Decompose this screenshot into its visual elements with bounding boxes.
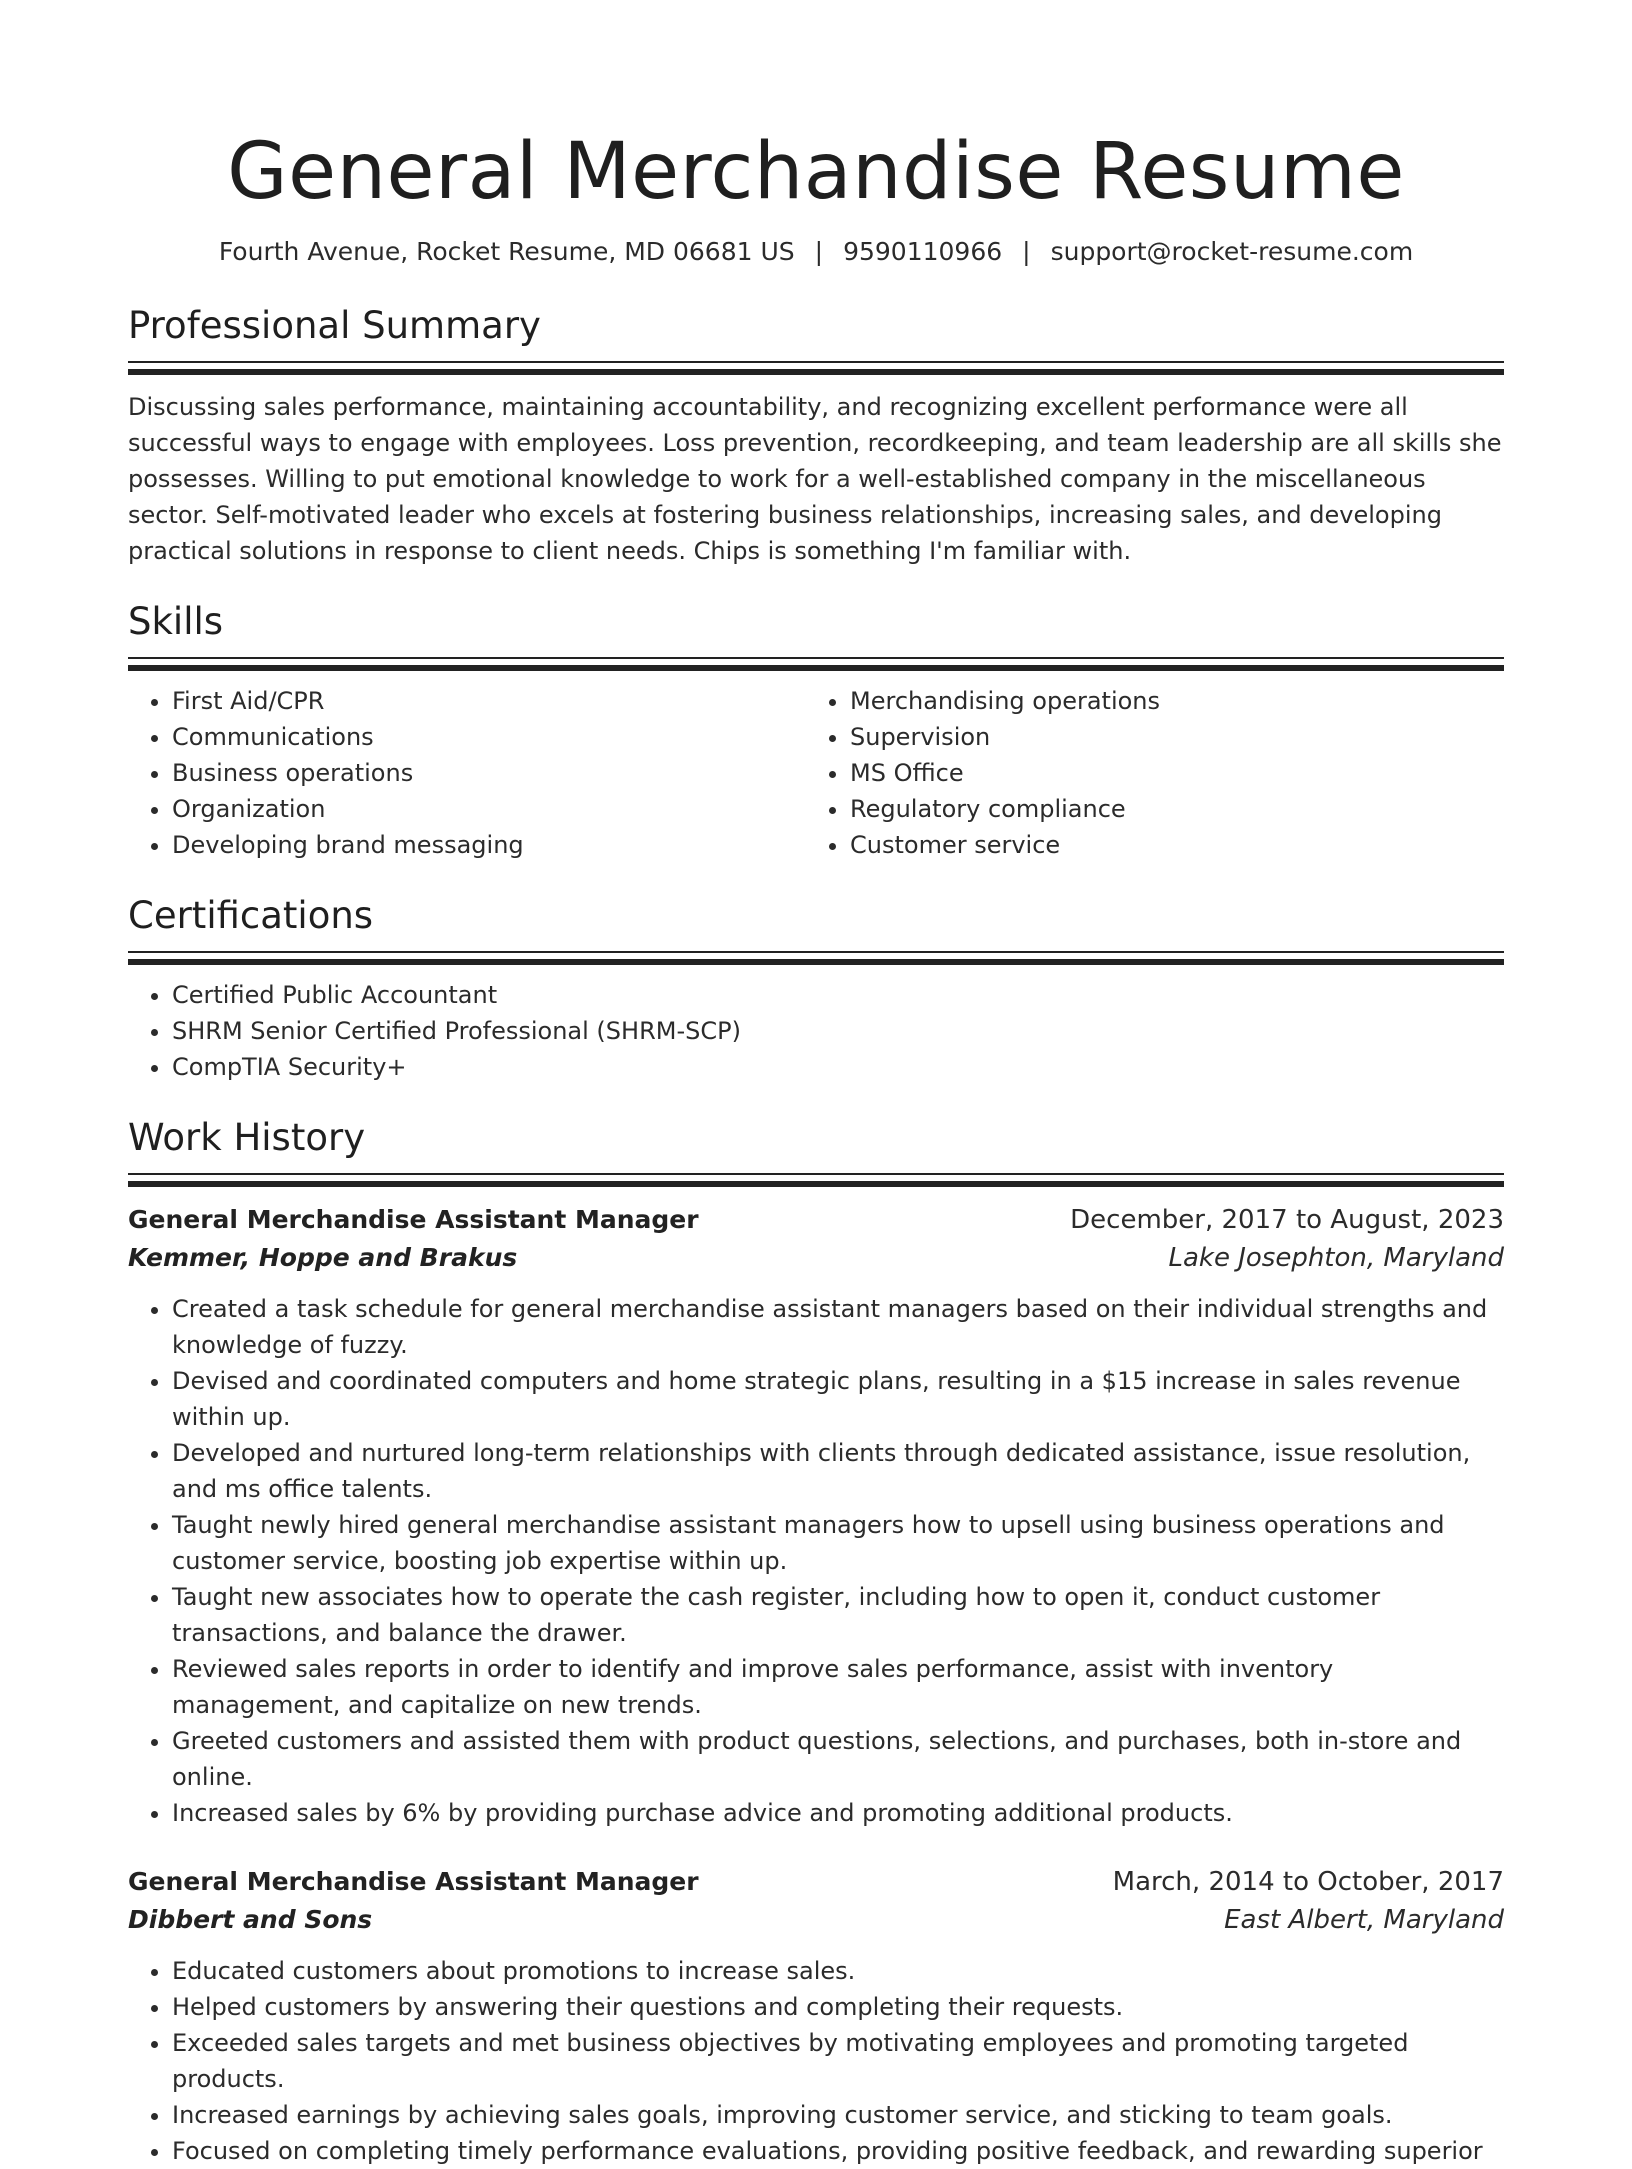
job-company: Kemmer, Hoppe and Brakus xyxy=(128,1243,518,1272)
skill-item: • Customer service xyxy=(850,827,1484,863)
job-bullet: • Increased earnings by achieving sales goals, improving customer service, and sticking to team goals. xyxy=(172,2097,1504,2133)
job-bullet: • Increased sales by 6% by providing purchase advice and promoting additional products. xyxy=(172,1795,1504,1831)
contact-address: Fourth Avenue, Rocket Resume, MD 06681 US xyxy=(218,237,795,266)
skill-item: • Merchandising operations xyxy=(850,683,1484,719)
certifications-list xyxy=(128,977,1504,1085)
section-title-skills: Skills xyxy=(128,600,224,643)
job-subheader xyxy=(128,1901,1504,1939)
job-dates: March, 2014 to October, 2017 xyxy=(1112,1867,1504,1897)
skill-item: • Developing brand messaging xyxy=(172,827,806,863)
section-title-summary: Professional Summary xyxy=(128,304,541,347)
job-bullet: • Focused on completing timely performance evaluations, providing positive feedback, and rewarding superior xyxy=(172,2133,1504,2169)
certification-item: • SHRM Senior Certified Professional (SHRM-SCP) xyxy=(172,1013,1504,1049)
skill-item: • First Aid/CPR xyxy=(172,683,806,719)
job-header xyxy=(128,1863,1504,1901)
job-bullets xyxy=(128,1953,1504,2169)
skills-section xyxy=(128,599,1504,863)
job-bullet: • Taught newly hired general merchandise assistant managers how to upsell using business operations and customer service, boosting job expertise within up. xyxy=(172,1507,1504,1579)
job-bullet: • Exceeded sales targets and met business objectives by motivating employees and promoting targeted products. xyxy=(172,2025,1504,2097)
section-divider xyxy=(128,657,1504,671)
skill-item: • Organization xyxy=(172,791,806,827)
skills-column-left xyxy=(128,671,806,863)
job-subheader xyxy=(128,1239,1504,1277)
contact-email: support@rocket-resume.com xyxy=(1050,237,1414,266)
skills-column-right xyxy=(806,671,1484,863)
certification-item: • Certified Public Accountant xyxy=(172,977,1504,1013)
job-entry xyxy=(128,1201,1504,1831)
resume-page xyxy=(128,0,1504,2169)
section-title-certifications: Certifications xyxy=(128,894,374,937)
job-location: East Albert, Maryland xyxy=(1224,1905,1504,1935)
skills-list-left xyxy=(128,683,806,863)
section-divider xyxy=(128,951,1504,965)
job-bullet: • Reviewed sales reports in order to identify and improve sales performance, assist with inventory management, and capitalize on new trends. xyxy=(172,1651,1504,1723)
job-bullet: • Greeted customers and assisted them with product questions, selections, and purchases, both in-store and online. xyxy=(172,1723,1504,1795)
contact-separator: | xyxy=(1022,237,1031,266)
contact-line xyxy=(128,234,1504,270)
skills-grid xyxy=(128,671,1504,863)
summary-text: Discussing sales performance, maintaining accountability, and recognizing excellent performance were all successful ways to engage with employees. Loss prevention, recordkeeping, and team leadership are all skills she possesses. Willing to put emotional knowledge to work for a well-established company in the miscellaneous sector. Self-motivated leader who excels at fostering business relationships, increasing sales, and developing practical solutions in response to client needs. Chips is something I'm familiar with. xyxy=(128,393,1502,565)
job-entry xyxy=(128,1863,1504,2169)
job-bullet: • Taught new associates how to operate the cash register, including how to open it, conduct customer transactions, and balance the drawer. xyxy=(172,1579,1504,1651)
skill-item: • Business operations xyxy=(172,755,806,791)
summary-section xyxy=(128,303,1504,569)
job-location: Lake Josephton, Maryland xyxy=(1168,1243,1504,1273)
certification-item: • CompTIA Security+ xyxy=(172,1049,1504,1085)
job-bullets xyxy=(128,1291,1504,1831)
job-title: General Merchandise Assistant Manager xyxy=(128,1205,699,1234)
work-history-section xyxy=(128,1115,1504,2169)
skill-item: • MS Office xyxy=(850,755,1484,791)
job-header xyxy=(128,1201,1504,1239)
job-bullet: • Educated customers about promotions to increase sales. xyxy=(172,1953,1504,1989)
job-bullet: • Devised and coordinated computers and home strategic plans, resulting in a $15 increase in sales revenue within up. xyxy=(172,1363,1504,1435)
section-title-work-history: Work History xyxy=(128,1116,366,1159)
skills-list-right xyxy=(806,683,1484,863)
certifications-section xyxy=(128,893,1504,1085)
section-divider xyxy=(128,361,1504,375)
contact-phone: 9590110966 xyxy=(843,237,1003,266)
contact-separator: | xyxy=(814,237,824,266)
section-divider xyxy=(128,1173,1504,1187)
job-bullet: • Created a task schedule for general merchandise assistant managers based on their individual strengths and knowledge of fuzzy. xyxy=(172,1291,1504,1363)
job-bullet: • Developed and nurtured long-term relationships with clients through dedicated assistance, issue resolution, and ms office talents. xyxy=(172,1435,1504,1507)
job-company: Dibbert and Sons xyxy=(128,1905,373,1934)
job-bullet: • Helped customers by answering their questions and completing their requests. xyxy=(172,1989,1504,2025)
resume-title: General Merchandise Resume xyxy=(227,127,1405,217)
job-dates: December, 2017 to August, 2023 xyxy=(1070,1205,1504,1235)
skill-item: • Supervision xyxy=(850,719,1484,755)
skill-item: • Regulatory compliance xyxy=(850,791,1484,827)
skill-item: • Communications xyxy=(172,719,806,755)
job-title: General Merchandise Assistant Manager xyxy=(128,1867,699,1896)
